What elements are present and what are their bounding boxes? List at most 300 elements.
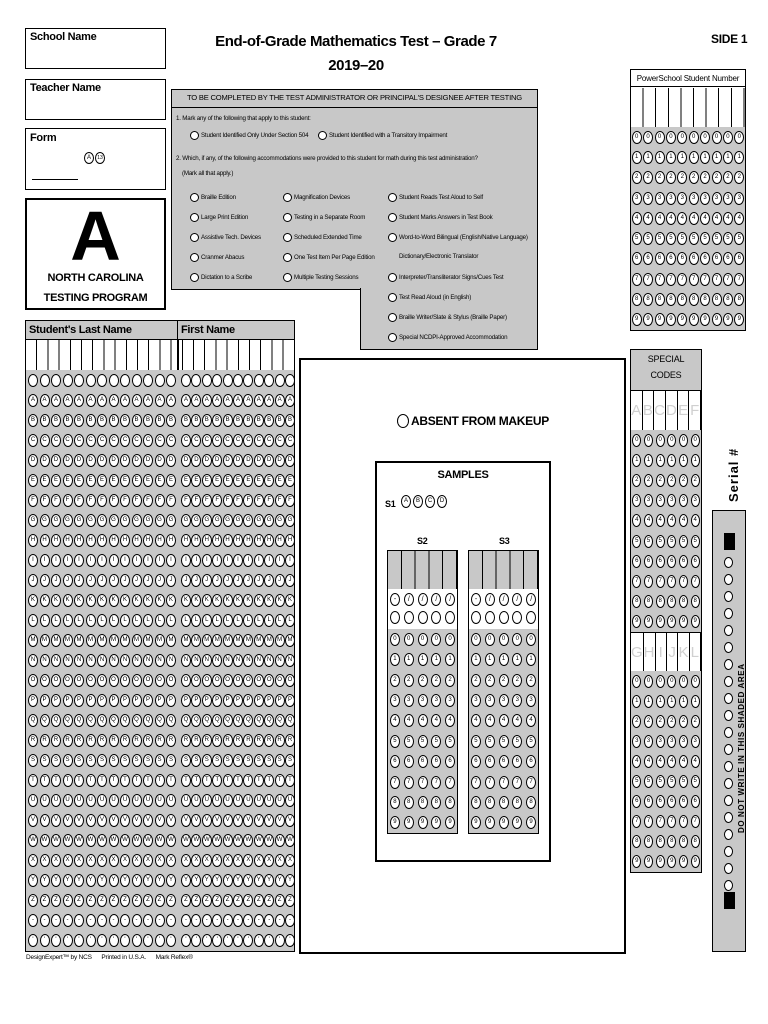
last-name-bubble[interactable]: C (166, 434, 176, 447)
sample-digit-bubble[interactable]: 2 (445, 674, 455, 687)
last-name-bubble[interactable]: V (120, 814, 130, 827)
first-name-bubble[interactable]: W (223, 834, 233, 847)
first-name-bubble[interactable]: J (202, 574, 212, 587)
first-name-bubble[interactable]: H (243, 534, 253, 547)
special-code-bubble[interactable]: 4 (691, 755, 700, 768)
powerschool-digit-bubble[interactable]: 5 (700, 232, 710, 245)
last-name-bubble[interactable]: A (86, 394, 96, 407)
special-code-bubble[interactable]: 0 (691, 434, 700, 447)
last-name-bubble[interactable]: - (132, 914, 142, 927)
special-code-bubble[interactable]: 7 (691, 575, 700, 588)
sample-digit-bubble[interactable]: 9 (485, 816, 495, 829)
sample-digit-bubble[interactable]: 4 (404, 714, 414, 727)
first-name-bubble[interactable]: D (243, 454, 253, 467)
sample-digit-bubble[interactable]: 3 (471, 694, 481, 707)
first-name-bubble[interactable]: X (202, 854, 212, 867)
first-name-bubble[interactable]: G (264, 514, 274, 527)
last-name-bubble[interactable]: M (63, 634, 73, 647)
special-code-bubble[interactable]: 2 (679, 474, 688, 487)
last-name-bubble[interactable]: - (63, 914, 73, 927)
last-name-bubble[interactable]: Y (166, 874, 176, 887)
last-name-bubble[interactable]: E (97, 474, 107, 487)
last-name-bubble[interactable]: ' (86, 934, 96, 947)
last-name-bubble[interactable]: Z (155, 894, 165, 907)
first-name-bubble[interactable]: G (181, 514, 191, 527)
first-name-bubble[interactable]: J (243, 574, 253, 587)
powerschool-digit-bubble[interactable]: 4 (666, 212, 676, 225)
last-name-bubble[interactable]: C (74, 434, 84, 447)
last-name-bubble[interactable]: E (109, 474, 119, 487)
accom-bilingual[interactable] (388, 233, 528, 242)
last-name-bubble[interactable]: Y (86, 874, 96, 887)
accom-braille[interactable] (190, 193, 236, 202)
sample-symbol-bubble[interactable]: / (512, 593, 522, 606)
special-code-bubble[interactable]: 6 (679, 795, 688, 808)
sample-blank-bubble[interactable] (485, 611, 495, 624)
last-name-bubble[interactable]: A (143, 394, 153, 407)
last-name-bubble[interactable]: G (86, 514, 96, 527)
first-name-bubble[interactable]: Z (275, 894, 285, 907)
first-name-bubble[interactable]: B (223, 414, 233, 427)
first-name-bubble[interactable]: H (275, 534, 285, 547)
last-name-bubble[interactable]: S (63, 754, 73, 767)
special-code-bubble[interactable]: 2 (632, 474, 641, 487)
first-name-bubble[interactable]: Z (254, 894, 264, 907)
powerschool-digit-bubble[interactable]: 8 (632, 293, 642, 306)
last-name-bubble[interactable]: H (120, 534, 130, 547)
last-name-bubble[interactable]: T (155, 774, 165, 787)
last-name-bubble[interactable]: C (155, 434, 165, 447)
special-code-bubble[interactable]: 7 (656, 575, 665, 588)
powerschool-digit-bubble[interactable]: 6 (677, 252, 687, 265)
last-name-bubble[interactable]: C (120, 434, 130, 447)
sample-blank-bubble[interactable] (390, 611, 400, 624)
first-name-bubble[interactable]: - (191, 914, 201, 927)
last-name-bubble[interactable]: M (97, 634, 107, 647)
last-name-bubble[interactable]: D (97, 454, 107, 467)
powerschool-digit-bubble[interactable]: 4 (632, 212, 642, 225)
last-name-bubble[interactable]: P (97, 694, 107, 707)
special-code-bubble[interactable]: 7 (632, 575, 641, 588)
first-name-bubble[interactable]: B (243, 414, 253, 427)
last-name-bubble[interactable]: M (74, 634, 84, 647)
first-name-bubble[interactable]: C (212, 434, 222, 447)
last-name-bubble[interactable]: R (120, 734, 130, 747)
first-name-bubble[interactable]: P (181, 694, 191, 707)
last-name-bubble[interactable]: P (28, 694, 38, 707)
last-name-bubble[interactable]: F (166, 494, 176, 507)
powerschool-digit-bubble[interactable]: 5 (677, 232, 687, 245)
last-name-bubble[interactable]: ' (51, 934, 61, 947)
special-code-bubble[interactable]: 3 (644, 735, 653, 748)
last-name-bubble[interactable]: J (143, 574, 153, 587)
first-name-bubble[interactable]: C (181, 434, 191, 447)
last-name-bubble[interactable]: B (74, 414, 84, 427)
sample-write-row[interactable] (469, 551, 538, 590)
last-name-bubble[interactable]: X (143, 854, 153, 867)
last-name-bubble[interactable]: U (40, 794, 50, 807)
first-name-bubble[interactable]: Z (202, 894, 212, 907)
last-name-bubble[interactable]: N (143, 654, 153, 667)
first-name-bubble[interactable]: C (223, 434, 233, 447)
last-name-bubble[interactable]: W (40, 834, 50, 847)
last-name-bubble[interactable]: H (143, 534, 153, 547)
powerschool-digit-bubble[interactable]: 3 (655, 192, 665, 205)
first-name-bubble[interactable]: U (243, 794, 253, 807)
accom-read-aloud[interactable] (388, 293, 471, 302)
special-code-bubble[interactable]: 6 (656, 795, 665, 808)
last-name-bubble[interactable]: - (166, 914, 176, 927)
last-name-bubble[interactable]: F (40, 494, 50, 507)
sample-digit-bubble[interactable]: 3 (485, 694, 495, 707)
first-name-bubble[interactable]: U (223, 794, 233, 807)
first-name-bubble[interactable]: S (202, 754, 212, 767)
first-name-bubble[interactable]: K (202, 594, 212, 607)
powerschool-digit-bubble[interactable]: 2 (700, 171, 710, 184)
first-name-bubble[interactable]: V (275, 814, 285, 827)
sample-digit-bubble[interactable]: 8 (526, 796, 536, 809)
first-name-bubble[interactable]: C (233, 434, 243, 447)
last-name-bubble[interactable]: I (28, 554, 38, 567)
last-name-bubble[interactable]: ' (109, 934, 119, 947)
last-name-bubble[interactable]: Z (40, 894, 50, 907)
powerschool-digit-bubble[interactable]: 6 (700, 252, 710, 265)
last-name-bubble[interactable]: Z (166, 894, 176, 907)
last-name-bubble[interactable]: H (28, 534, 38, 547)
first-name-bubble[interactable]: Y (223, 874, 233, 887)
first-name-bubble[interactable]: - (264, 914, 274, 927)
special-code-bubble[interactable]: 8 (691, 595, 700, 608)
first-name-bubble[interactable]: O (223, 674, 233, 687)
first-name-bubble[interactable]: - (243, 914, 253, 927)
first-name-bubble[interactable]: M (181, 634, 191, 647)
powerschool-digit-bubble[interactable]: 5 (712, 232, 722, 245)
last-name-bubble[interactable]: R (166, 734, 176, 747)
last-name-bubble[interactable]: K (143, 594, 153, 607)
first-name-bubble[interactable]: H (202, 534, 212, 547)
last-name-bubble[interactable]: Z (120, 894, 130, 907)
first-name-bubble[interactable]: G (212, 514, 222, 527)
last-name-bubble[interactable]: D (109, 454, 119, 467)
sample-digit-bubble[interactable]: 9 (471, 816, 481, 829)
last-name-bubble[interactable]: F (97, 494, 107, 507)
last-name-bubble[interactable]: K (120, 594, 130, 607)
last-name-bubble[interactable]: D (143, 454, 153, 467)
special-code-bubble[interactable]: 6 (691, 795, 700, 808)
first-name-bubble[interactable]: S (254, 754, 264, 767)
last-name-bubble[interactable]: F (74, 494, 84, 507)
first-name-bubble[interactable]: Y (254, 874, 264, 887)
first-name-bubble[interactable]: Q (254, 714, 264, 727)
sample-symbol-bubble[interactable]: / (499, 593, 509, 606)
special-code-bubble[interactable]: 0 (644, 434, 653, 447)
last-name-bubble[interactable]: B (166, 414, 176, 427)
sample-digit-bubble[interactable]: 5 (512, 735, 522, 748)
last-name-bubble[interactable]: J (166, 574, 176, 587)
sample-digit-bubble[interactable]: 6 (418, 755, 428, 768)
first-name-bubble[interactable]: G (275, 514, 285, 527)
last-name-bubble[interactable]: I (155, 554, 165, 567)
first-name-bubble[interactable]: T (285, 774, 295, 787)
first-name-bubble[interactable]: P (275, 694, 285, 707)
sample-digit-bubble[interactable]: 3 (390, 694, 400, 707)
powerschool-digit-bubble[interactable]: 9 (712, 313, 722, 326)
sample-digit-bubble[interactable]: 6 (390, 755, 400, 768)
first-name-bubble[interactable]: L (212, 614, 222, 627)
sample-digit-bubble[interactable]: 5 (390, 735, 400, 748)
first-name-bubble[interactable]: ' (181, 934, 191, 947)
special-code-bubble[interactable]: 3 (679, 735, 688, 748)
last-name-bubble[interactable]: J (51, 574, 61, 587)
first-name-bubble[interactable] (181, 374, 191, 387)
first-name-bubble[interactable]: U (202, 794, 212, 807)
last-name-bubble[interactable]: A (120, 394, 130, 407)
last-name-bubble[interactable]: I (86, 554, 96, 567)
first-name-bubble[interactable]: S (264, 754, 274, 767)
special-code-bubble[interactable]: 9 (667, 855, 676, 868)
first-name-bubble[interactable]: N (275, 654, 285, 667)
first-name-bubble[interactable]: I (275, 554, 285, 567)
last-name-bubble[interactable]: I (63, 554, 73, 567)
sample-digit-bubble[interactable]: 8 (390, 796, 400, 809)
first-name-bubble[interactable]: V (254, 814, 264, 827)
last-name-bubble[interactable]: D (86, 454, 96, 467)
last-name-bubble[interactable]: I (143, 554, 153, 567)
powerschool-digit-bubble[interactable]: 4 (734, 212, 744, 225)
last-name-bubble[interactable]: Q (86, 714, 96, 727)
first-name-bubble[interactable]: Z (243, 894, 253, 907)
last-name-bubble[interactable]: J (86, 574, 96, 587)
sample-digit-bubble[interactable]: 1 (431, 653, 441, 666)
sample-digit-bubble[interactable]: 6 (445, 755, 455, 768)
powerschool-digit-bubble[interactable]: 3 (734, 192, 744, 205)
sample-digit-bubble[interactable]: 7 (526, 776, 536, 789)
first-name-bubble[interactable]: Z (223, 894, 233, 907)
special-code-bubble[interactable]: 9 (691, 855, 700, 868)
first-name-bubble[interactable]: B (212, 414, 222, 427)
sample-digit-bubble[interactable]: 5 (471, 735, 481, 748)
first-name-bubble[interactable]: T (264, 774, 274, 787)
first-name-bubble[interactable]: N (202, 654, 212, 667)
last-name-bubble[interactable]: Z (28, 894, 38, 907)
first-name-bubble[interactable]: F (191, 494, 201, 507)
accom-interpreter[interactable] (388, 273, 503, 282)
last-name-bubble[interactable]: L (97, 614, 107, 627)
first-name-bubble[interactable]: A (202, 394, 212, 407)
first-name-bubble[interactable]: L (285, 614, 295, 627)
last-name-bubble[interactable]: T (97, 774, 107, 787)
special-code-bubble[interactable]: 9 (679, 855, 688, 868)
first-name-bubble[interactable]: Q (285, 714, 295, 727)
last-name-bubble[interactable]: G (155, 514, 165, 527)
first-name-bubble[interactable]: H (233, 534, 243, 547)
first-name-bubble[interactable]: H (254, 534, 264, 547)
accom-bubble[interactable] (388, 313, 397, 322)
last-name-bubble[interactable]: W (63, 834, 73, 847)
first-name-bubble[interactable]: V (212, 814, 222, 827)
sample-digit-bubble[interactable]: 4 (431, 714, 441, 727)
last-name-bubble[interactable]: T (143, 774, 153, 787)
first-name-bubble[interactable]: ' (264, 934, 274, 947)
sample-digit-bubble[interactable]: 8 (512, 796, 522, 809)
first-name-bubble[interactable]: ' (285, 934, 295, 947)
first-name-bubble[interactable]: Y (243, 874, 253, 887)
last-name-bubble[interactable]: R (109, 734, 119, 747)
special-code-bubble[interactable]: 8 (656, 835, 665, 848)
first-name-bubble[interactable]: U (264, 794, 274, 807)
special-code-bubble[interactable]: 9 (656, 615, 665, 628)
accom-dictation[interactable] (190, 273, 252, 282)
last-name-bubble[interactable]: M (166, 634, 176, 647)
powerschool-digit-bubble[interactable]: 6 (734, 252, 744, 265)
special-code-bubble[interactable]: 8 (644, 835, 653, 848)
last-name-bubble[interactable]: D (155, 454, 165, 467)
special-code-bubble[interactable]: 9 (691, 615, 700, 628)
first-name-bubble[interactable]: C (202, 434, 212, 447)
last-name-bubble[interactable]: O (86, 674, 96, 687)
last-name-bubble[interactable]: V (166, 814, 176, 827)
last-name-bubble[interactable]: S (40, 754, 50, 767)
first-name-bubble[interactable]: N (191, 654, 201, 667)
special-code-bubble[interactable]: 6 (667, 795, 676, 808)
first-name-bubble[interactable] (264, 374, 274, 387)
powerschool-digit-bubble[interactable]: 0 (643, 131, 653, 144)
first-name-bubble[interactable]: H (264, 534, 274, 547)
last-name-bubble[interactable]: C (143, 434, 153, 447)
last-name-bubble[interactable]: L (155, 614, 165, 627)
last-name-bubble[interactable]: R (74, 734, 84, 747)
powerschool-digit-bubble[interactable]: 9 (723, 313, 733, 326)
first-name-bubble[interactable] (243, 374, 253, 387)
special-code-bubble[interactable]: 5 (679, 775, 688, 788)
last-name-bubble[interactable]: R (86, 734, 96, 747)
sample-digit-bubble[interactable]: 2 (485, 674, 495, 687)
special-code-bubble[interactable]: 7 (667, 575, 676, 588)
last-name-bubble[interactable]: - (143, 914, 153, 927)
first-name-bubble[interactable]: ' (254, 934, 264, 947)
last-name-bubble[interactable]: J (120, 574, 130, 587)
last-name-bubble[interactable]: N (155, 654, 165, 667)
first-name-bubble[interactable]: Y (191, 874, 201, 887)
first-name-bubble[interactable]: Q (191, 714, 201, 727)
last-name-bubble[interactable]: U (155, 794, 165, 807)
powerschool-digit-bubble[interactable]: 7 (632, 273, 642, 286)
first-name-bubble[interactable]: Z (212, 894, 222, 907)
last-name-bubble[interactable]: O (120, 674, 130, 687)
sample-symbol-bubble[interactable]: / (431, 593, 441, 606)
last-name-bubble[interactable]: T (120, 774, 130, 787)
sample-digit-bubble[interactable]: 3 (499, 694, 509, 707)
sample-digit-bubble[interactable]: 4 (390, 714, 400, 727)
last-name-bubble[interactable]: L (143, 614, 153, 627)
last-name-bubble[interactable]: E (166, 474, 176, 487)
first-name-bubble[interactable]: T (233, 774, 243, 787)
special-code-bubble[interactable]: 3 (691, 735, 700, 748)
powerschool-digit-bubble[interactable]: 1 (655, 151, 665, 164)
accom-assistive[interactable] (190, 233, 261, 242)
powerschool-digit-bubble[interactable]: 4 (643, 212, 653, 225)
last-name-bubble[interactable]: F (155, 494, 165, 507)
last-name-bubble[interactable]: P (109, 694, 119, 707)
first-name-bubble[interactable]: C (254, 434, 264, 447)
special-code-bubble[interactable]: 7 (667, 815, 676, 828)
first-name-bubble[interactable]: R (181, 734, 191, 747)
last-name-bubble[interactable]: Z (51, 894, 61, 907)
first-name-bubble[interactable]: F (202, 494, 212, 507)
last-name-bubble[interactable]: L (74, 614, 84, 627)
last-name-bubble[interactable] (74, 374, 84, 387)
last-name-bubble[interactable]: H (74, 534, 84, 547)
special-code-bubble[interactable]: 6 (644, 795, 653, 808)
last-name-bubble[interactable]: W (74, 834, 84, 847)
first-name-bubble[interactable]: J (223, 574, 233, 587)
last-name-bubble[interactable] (86, 374, 96, 387)
last-name-bubble[interactable]: Y (120, 874, 130, 887)
last-name-bubble[interactable]: A (40, 394, 50, 407)
last-name-bubble[interactable]: W (166, 834, 176, 847)
first-name-bubble[interactable]: J (233, 574, 243, 587)
first-name-bubble[interactable]: J (264, 574, 274, 587)
last-name-bubble[interactable] (97, 374, 107, 387)
powerschool-digit-bubble[interactable]: 9 (689, 313, 699, 326)
first-name-bubble[interactable]: P (285, 694, 295, 707)
last-name-bubble[interactable]: P (120, 694, 130, 707)
special-code-bubble[interactable]: 0 (644, 675, 653, 688)
sample-symbol-bubble[interactable]: - (390, 593, 400, 606)
first-name-bubble[interactable]: Y (233, 874, 243, 887)
last-name-bubble[interactable]: X (28, 854, 38, 867)
powerschool-digit-bubble[interactable]: 0 (666, 131, 676, 144)
special-code-bubble[interactable]: 6 (632, 795, 641, 808)
first-name-bubble[interactable]: L (233, 614, 243, 627)
first-name-bubble[interactable]: - (181, 914, 191, 927)
s1-option-bubble[interactable]: B (413, 495, 423, 508)
last-name-bubble[interactable]: T (74, 774, 84, 787)
first-name-bubble[interactable]: V (181, 814, 191, 827)
last-name-bubble[interactable]: ' (166, 934, 176, 947)
first-name-bubble[interactable]: J (285, 574, 295, 587)
first-name-bubble[interactable]: Z (264, 894, 274, 907)
sample-blank-bubble[interactable] (431, 611, 441, 624)
first-name-bubble[interactable] (191, 374, 201, 387)
powerschool-digit-bubble[interactable]: 7 (700, 273, 710, 286)
last-name-bubble[interactable]: F (28, 494, 38, 507)
first-name-bubble[interactable]: G (285, 514, 295, 527)
powerschool-digit-bubble[interactable]: 4 (655, 212, 665, 225)
first-name-bubble[interactable]: N (264, 654, 274, 667)
last-name-bubble[interactable]: K (109, 594, 119, 607)
last-name-bubble[interactable]: ' (74, 934, 84, 947)
first-name-bubble[interactable]: Q (275, 714, 285, 727)
special-code-bubble[interactable]: 5 (656, 535, 665, 548)
powerschool-digit-bubble[interactable]: 3 (666, 192, 676, 205)
first-name-bubble[interactable]: P (243, 694, 253, 707)
last-name-bubble[interactable]: C (63, 434, 73, 447)
last-name-bubble[interactable]: T (28, 774, 38, 787)
first-name-bubble[interactable]: L (243, 614, 253, 627)
sample-digit-bubble[interactable]: 5 (418, 735, 428, 748)
last-name-bubble[interactable]: L (120, 614, 130, 627)
first-name-bubble[interactable]: V (223, 814, 233, 827)
first-name-bubble[interactable]: Z (285, 894, 295, 907)
special-code-bubble[interactable]: 4 (691, 514, 700, 527)
last-name-bubble[interactable]: G (109, 514, 119, 527)
sample-digit-bubble[interactable]: 4 (499, 714, 509, 727)
first-name-bubble[interactable]: L (254, 614, 264, 627)
special-code-bubble[interactable]: 3 (667, 735, 676, 748)
last-name-bubble[interactable]: V (74, 814, 84, 827)
sample-symbol-bubble[interactable]: - (471, 593, 481, 606)
